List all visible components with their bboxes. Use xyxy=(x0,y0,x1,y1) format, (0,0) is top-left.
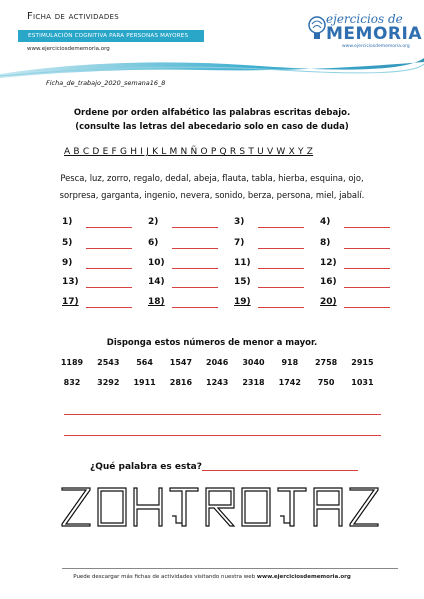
glyph-3 xyxy=(134,488,162,526)
footer-url[interactable]: www.ejerciciosdememoria.org xyxy=(256,574,351,580)
answer-number: 11) xyxy=(234,258,251,268)
number-item: 1243 xyxy=(206,378,229,387)
brain-logo-icon xyxy=(306,14,328,44)
answer-number: 1) xyxy=(62,217,73,227)
answer-number: 20) xyxy=(320,297,337,307)
logo-url: www.ejerciciosdememoria.org xyxy=(342,44,410,49)
answer-blank[interactable] xyxy=(86,268,132,269)
answer-number: 3) xyxy=(234,217,245,227)
answer-number: 8) xyxy=(320,238,331,248)
numbers-instruction: Disponga estos números de menor a mayor. xyxy=(106,338,318,348)
answer-number: 14) xyxy=(148,277,165,287)
answer-number: 9) xyxy=(62,258,73,268)
answer-number: 6) xyxy=(148,238,159,248)
number-item: 1189 xyxy=(60,358,84,367)
answer-blank[interactable] xyxy=(258,227,304,228)
logo-text-line1: ejercicios de xyxy=(326,12,403,26)
number-item: 3040 xyxy=(242,358,265,367)
header-wave-decoration xyxy=(0,52,424,82)
answer-blank[interactable] xyxy=(344,248,390,249)
answer-blank[interactable] xyxy=(86,307,132,308)
number-item: 832 xyxy=(63,378,81,387)
answer-blank[interactable] xyxy=(344,227,390,228)
answer-number: 10) xyxy=(148,258,165,268)
answer-number: 7) xyxy=(234,238,245,248)
number-item: 750 xyxy=(317,378,335,387)
instruction-line-1: Ordene por orden alfabético las palabras escritas debajo. xyxy=(73,108,351,118)
answer-number: 15) xyxy=(234,277,251,287)
answer-blank[interactable] xyxy=(86,248,132,249)
answer-blank[interactable] xyxy=(172,248,218,249)
answer-line-1[interactable] xyxy=(64,414,381,415)
number-item: 1547 xyxy=(169,358,193,367)
answer-blank[interactable] xyxy=(258,268,304,269)
header-url: www.ejerciciosdememoria.org xyxy=(27,46,110,52)
answer-blank[interactable] xyxy=(172,268,218,269)
puzzle-glyphs xyxy=(60,482,380,532)
question-answer-line[interactable] xyxy=(202,470,358,471)
answer-number: 2) xyxy=(148,217,159,227)
glyph-7 xyxy=(278,488,306,526)
footer-message: Puede descargar más fichas de actividades visitando nuestra web xyxy=(73,574,256,580)
number-item: 2915 xyxy=(351,358,374,367)
number-item: 2816 xyxy=(169,378,193,387)
number-item: 1031 xyxy=(351,378,374,387)
number-item: 1911 xyxy=(133,378,156,387)
number-item: 2758 xyxy=(314,358,338,367)
answer-blank[interactable] xyxy=(172,227,218,228)
glyph-8 xyxy=(314,488,342,526)
answer-line-2[interactable] xyxy=(64,435,381,436)
question-label: ¿Qué palabra es esta? xyxy=(90,462,202,472)
answer-blank[interactable] xyxy=(344,287,390,288)
instruction-line-2: (consulte las letras del abecedario solo en caso de duda) xyxy=(75,122,349,132)
answer-number: 18) xyxy=(148,297,165,307)
header-title: Ficha de actividades xyxy=(27,11,119,22)
number-item: 3292 xyxy=(97,378,120,387)
answer-number: 12) xyxy=(320,258,337,268)
answer-blank[interactable] xyxy=(172,307,218,308)
word-list-line-2: sorpresa, garganta, ingenio, nevera, sonido, berza, persona, miel, jabalí. xyxy=(59,190,365,200)
answer-blank[interactable] xyxy=(86,227,132,228)
answer-number: 19) xyxy=(234,297,251,307)
word-list-line-1: Pesca, luz, zorro, regalo, dedal, abeja, flauta, tabla, hierba, esquina, ojo, xyxy=(60,173,364,183)
logo-text-line2: MEMORIA xyxy=(326,24,422,44)
number-item: 1742 xyxy=(278,378,301,387)
number-item: 2046 xyxy=(206,358,229,367)
glyph-1 xyxy=(62,488,90,526)
answer-blank[interactable] xyxy=(258,287,304,288)
answer-number: 5) xyxy=(62,238,73,248)
answer-blank[interactable] xyxy=(344,307,390,308)
glyph-5 xyxy=(206,488,234,526)
answer-number: 13) xyxy=(62,277,79,287)
footer-divider xyxy=(62,568,398,569)
answer-number: 4) xyxy=(320,217,331,227)
answer-blank[interactable] xyxy=(172,287,218,288)
answer-blank[interactable] xyxy=(86,287,132,288)
answer-number: 16) xyxy=(320,277,337,287)
number-item: 564 xyxy=(136,358,153,367)
glyph-2 xyxy=(98,488,126,526)
glyph-6 xyxy=(242,488,270,526)
number-item: 2318 xyxy=(242,378,265,387)
worksheet-reference: Ficha_de_trabajo_2020_semana16_8 xyxy=(46,79,166,87)
answer-blank[interactable] xyxy=(344,268,390,269)
number-item: 2543 xyxy=(97,358,120,367)
number-item: 918 xyxy=(281,358,299,367)
glyph-9 xyxy=(350,488,378,526)
header-subtitle-bar: ESTIMULACIÓN COGNITIVA PARA PERSONAS MAYORES xyxy=(18,30,204,42)
answer-blank[interactable] xyxy=(258,307,304,308)
answer-blank[interactable] xyxy=(258,248,304,249)
footer-text xyxy=(0,574,424,580)
answer-number: 17) xyxy=(62,297,79,307)
glyph-4 xyxy=(170,488,198,526)
alphabet-reference: A B C D E F G H I J K L M N Ñ O P Q R S T U V W X Y Z xyxy=(64,147,314,157)
